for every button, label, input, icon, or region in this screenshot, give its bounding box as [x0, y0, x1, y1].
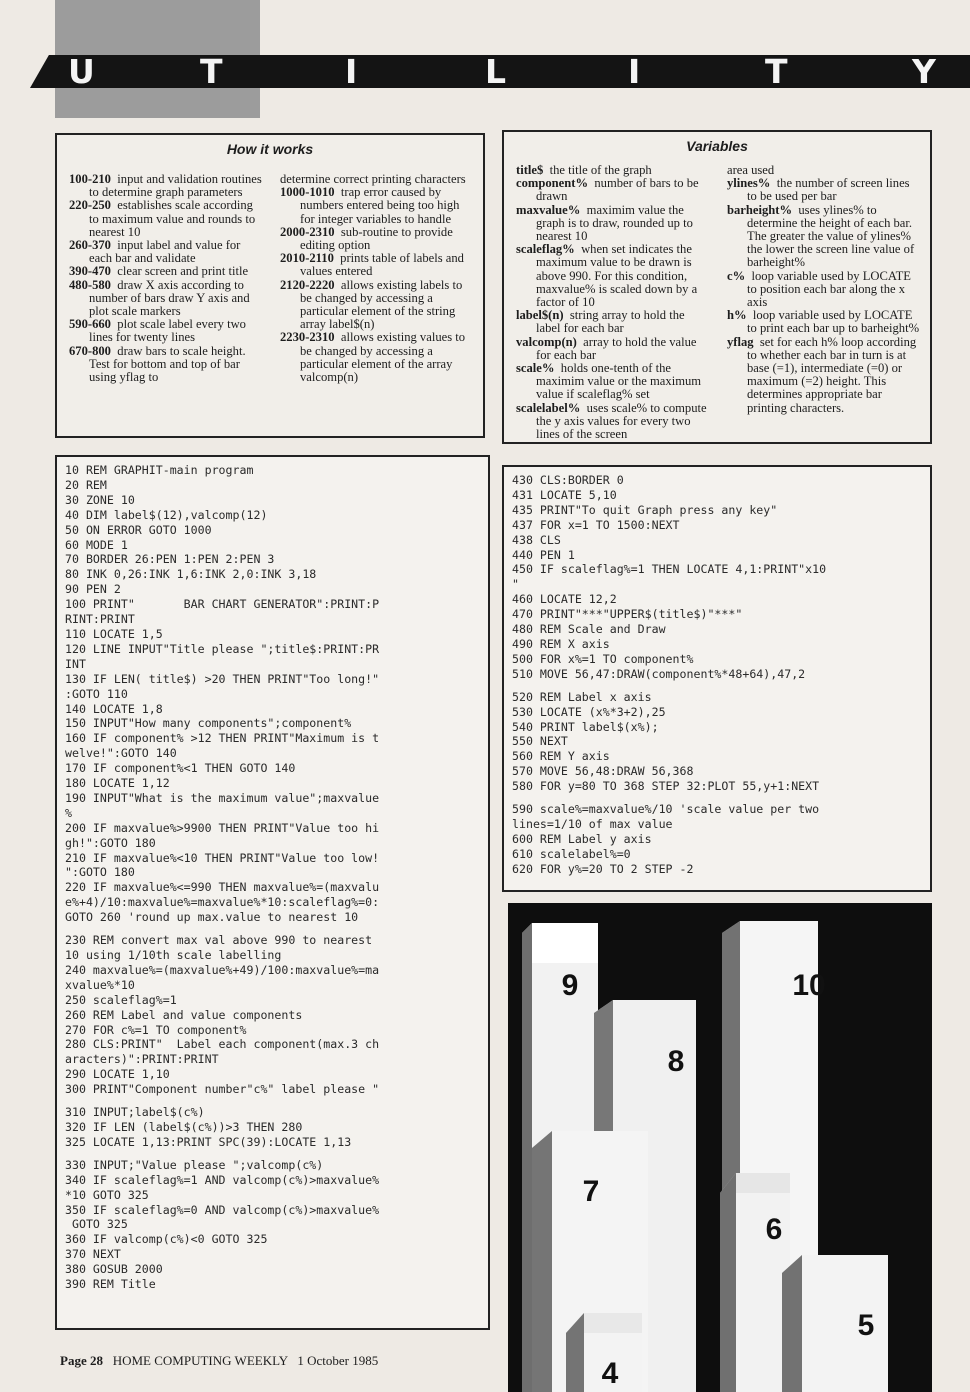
entry-description: when set indicates the maximum value to be drawn is above 990. For this condition, maxvalue% is scaled down by a factor of 10	[536, 242, 698, 310]
bar-6	[720, 1173, 790, 1392]
code-line: 20 REM	[65, 477, 107, 492]
bar-side	[782, 1255, 802, 1392]
code-line: 450 IF scaleflag%=1 THEN LOCATE 4,1:PRINT"x10	[512, 562, 827, 577]
code-line: lines=1/10 of max value	[512, 816, 673, 831]
entry-description: clear screen and print title	[117, 264, 249, 279]
entry-key: 590-660	[69, 317, 111, 332]
code-line: xvalue%*10	[65, 977, 135, 992]
entry-key: title$	[516, 163, 544, 177]
code-line: 520 REM Label x axis	[512, 689, 652, 704]
glossary-entry	[69, 199, 264, 239]
entry-key: label$(n)	[516, 308, 564, 323]
code-line: 280 CLS:PRINT" Label each component(max.3 ch	[65, 1037, 380, 1052]
entry-description: the number of screen lines to be used per bar	[747, 176, 910, 204]
code-line: 440 PEN 1	[512, 547, 575, 562]
code-line: 435 PRINT"To quit Graph press any key"	[512, 502, 778, 517]
variables-left-column	[516, 164, 711, 441]
bar-label: 8	[667, 1045, 685, 1078]
header-title-letters	[30, 52, 970, 91]
code-line: 590 scale%=maxvalue%/10 'scale value per two	[512, 802, 820, 817]
code-line: 40 DIM label$(12),valcomp(12)	[65, 507, 268, 522]
code-line: 390 REM Title	[65, 1277, 156, 1292]
entry-key: valcomp(n)	[516, 334, 577, 349]
code-line: gh!":GOTO 180	[65, 835, 156, 850]
page-number: Page 28	[60, 1353, 103, 1368]
code-line: 170 IF component%<1 THEN GOTO 140	[65, 761, 296, 776]
bar-label: 4	[601, 1357, 619, 1390]
entry-description: set for each h% loop according to whether each bar in turn is at base (=1), intermediate (=0) or maximum (=2) height. This determines appropriate bar printing characters.	[747, 334, 917, 415]
glossary-entry	[727, 177, 922, 203]
code-line: 530 LOCATE (x%*3+2),25	[512, 704, 666, 719]
bar-side	[720, 1173, 736, 1392]
code-line: 300 PRINT"Component number"c%" label please "	[65, 1082, 380, 1097]
code-line: 610 scalelabel%=0	[512, 846, 631, 861]
bar-4	[566, 1313, 642, 1392]
glossary-entry	[727, 309, 922, 335]
code-line: INT	[65, 656, 86, 671]
glossary-entry	[69, 345, 264, 385]
code-line: 580 FOR y=80 TO 368 STEP 32:PLOT 55,y+1:NEXT	[512, 779, 820, 794]
publication-name: HOME COMPUTING WEEKLY	[112, 1353, 288, 1368]
code-line: 480 REM Scale and Draw	[512, 622, 666, 637]
entry-key: scaleflag%	[516, 242, 575, 257]
entry-description: uses ylines% to determine the height of each bar. The greater the value of ylines% the lower the screen line value of barheight%	[747, 202, 915, 270]
code-line: 150 INPUT"How many components";component%	[65, 716, 352, 731]
code-line: 550 NEXT	[512, 734, 568, 749]
code-line: 380 GOSUB 2000	[65, 1262, 163, 1277]
code-line: 600 REM Label y axis	[512, 831, 652, 846]
code-line: 180 LOCATE 1,12	[65, 776, 170, 791]
glossary-entry	[280, 279, 475, 332]
code-line: 60 MODE 1	[65, 537, 128, 552]
code-line: ":GOTO 180	[65, 865, 135, 880]
code-line: 10 using 1/10th scale labelling	[65, 948, 282, 962]
entry-key: 480-580	[69, 277, 111, 292]
entry-key: h%	[727, 308, 747, 323]
code-line: 110 LOCATE 1,5	[65, 626, 163, 641]
variables-right-column	[727, 164, 922, 415]
code-line: GOTO 325	[65, 1217, 128, 1232]
code-line: 360 IF valcomp(c%)<0 GOTO 325	[65, 1232, 268, 1247]
bar-face-top	[584, 1313, 642, 1333]
entry-description: string array to hold the label for each bar	[536, 308, 685, 336]
code-line: 330 INPUT;"Value please ";valcomp(c%)	[65, 1157, 324, 1172]
glossary-entry	[280, 186, 475, 226]
glossary-entry	[516, 402, 711, 442]
glossary-entry	[280, 252, 475, 278]
bar-label: 10	[792, 969, 826, 1002]
entry-description: loop variable used by LOCATE to print each bar up to barheight%	[747, 308, 920, 336]
entry-description: draw X axis according to number of bars draw Y axis and plot scale markers	[89, 277, 250, 319]
code-line: 250 scaleflag%=1	[65, 992, 177, 1007]
code-line: 120 LINE INPUT"Title please ";title$:PRINT:PR	[65, 641, 380, 656]
entry-key: 2120-2220	[280, 277, 335, 292]
entry-key: scale%	[516, 361, 555, 376]
entry-key: scalelabel%	[516, 400, 581, 415]
entry-key: 670-800	[69, 343, 111, 358]
entry-key: c%	[727, 268, 746, 283]
entry-description: trap error caused by numbers entered being too high for integer variables to handle	[300, 185, 460, 226]
bar-5	[782, 1255, 888, 1392]
entry-description: array to hold the value for each bar	[536, 334, 697, 362]
glossary-entry	[516, 309, 711, 335]
header-letter: L	[485, 52, 507, 91]
header-letter: I	[345, 52, 358, 91]
code-line: 270 FOR c%=1 TO component%	[65, 1022, 247, 1037]
code-line: 490 REM X axis	[512, 636, 610, 651]
code-line: 10 REM GRAPHIT-main program	[65, 463, 254, 477]
entry-key: 260-370	[69, 238, 111, 253]
bar-face	[802, 1255, 888, 1392]
header-letter: U	[68, 52, 95, 91]
code-line: 500 FOR x%=1 TO component%	[512, 651, 694, 666]
entry-description: uses scale% to compute the y axis values for every two lines of the screen	[536, 400, 707, 442]
code-blank-line	[65, 1097, 488, 1105]
entry-description: prints table of labels and values entered	[300, 251, 464, 279]
glossary-entry	[69, 173, 264, 199]
code-line: 470 PRINT"***"UPPER$(title$)"***"	[512, 607, 743, 622]
code-line: 160 IF component% >12 THEN PRINT"Maximum is t	[65, 731, 380, 746]
code-line: 220 IF maxvalue%<=990 THEN maxvalue%=(maxvalu	[65, 880, 380, 895]
glossary-entry	[280, 226, 475, 252]
glossary-entry	[516, 336, 711, 362]
entry-description: determine correct printing characters	[280, 172, 466, 186]
bar-side	[532, 1131, 552, 1392]
code-line: 350 IF scaleflag%=0 AND valcomp(c%)>maxvalue%	[65, 1202, 380, 1217]
how-it-works-box	[55, 133, 485, 438]
header-letter: T	[765, 52, 788, 91]
glossary-entry	[69, 318, 264, 344]
code-blank-line	[65, 1150, 488, 1158]
code-line: RINT:PRINT	[65, 612, 135, 627]
code-line: 340 IF scaleflag%=1 AND valcomp(c%)>maxvalue%	[65, 1172, 380, 1187]
entry-description: allows existing values to be changed by accessing a particular element of the array valcomp(n)	[300, 330, 466, 385]
variables-title: Variables	[686, 138, 748, 154]
entry-description: sub-routine to provide editing option	[300, 224, 453, 253]
glossary-entry	[516, 204, 711, 244]
code-listing-right	[502, 465, 932, 892]
entry-key: yflag	[727, 334, 754, 349]
code-line: 80 INK 0,26:INK 1,6:INK 2,0:INK 3,18	[65, 567, 317, 582]
code-line: 437 FOR x=1 TO 1500:NEXT	[512, 517, 680, 532]
code-line: 570 MOVE 56,48:DRAW 56,368	[512, 764, 694, 779]
bar-chart-illustration	[508, 903, 932, 1392]
entry-description: establishes scale according to maximum value and rounds to nearest 10	[89, 198, 256, 239]
bar-face-top	[736, 1173, 790, 1193]
header-letter: Y	[912, 52, 936, 91]
code-line: 325 LOCATE 1,13:PRINT SPC(39):LOCATE 1,13	[65, 1134, 352, 1149]
code-listing-left	[55, 455, 490, 1330]
code-line: 260 REM Label and value components	[65, 1007, 303, 1022]
entry-description: maximim value the graph is to draw, rounded up to nearest 10	[536, 202, 693, 244]
code-line: 370 NEXT	[65, 1247, 121, 1262]
code-line: 30 ZONE 10	[65, 492, 135, 507]
code-line: GOTO 260 'round up max.value to nearest 10	[65, 910, 359, 925]
entry-key: 2000-2310	[280, 224, 335, 239]
entry-key: ylines%	[727, 176, 771, 191]
how-it-works-title: How it works	[226, 141, 314, 157]
code-line: 438 CLS	[512, 532, 561, 547]
code-line: 50 ON ERROR GOTO 1000	[65, 522, 212, 537]
entry-description: holds one-tenth of the maximim value or the maximum value if scaleflag% set	[536, 361, 702, 402]
bar-label: 5	[857, 1309, 875, 1342]
code-line: 620 FOR y%=20 TO 2 STEP -2	[512, 861, 694, 876]
code-line: 510 MOVE 56,47:DRAW(component%*48+64),47,2	[512, 666, 806, 681]
code-line: 70 BORDER 26:PEN 1:PEN 2:PEN 3	[65, 552, 275, 567]
glossary-entry	[69, 239, 264, 265]
entry-description: input and validation routines to determine graph parameters	[89, 172, 262, 200]
code-line: "	[512, 577, 519, 592]
header-letter: T	[200, 52, 223, 91]
entry-key: 220-250	[69, 198, 111, 213]
code-line: 560 REM Y axis	[512, 749, 610, 764]
variables-box	[502, 130, 932, 444]
entry-description: number of bars to be drawn	[536, 176, 699, 204]
code-line: aracters)":PRINT:PRINT	[65, 1052, 219, 1067]
code-line: *10 GOTO 325	[65, 1187, 149, 1202]
bar-label: 6	[765, 1213, 783, 1246]
code-line: 430 CLS:BORDER 0	[512, 473, 624, 487]
entry-description: draw bars to scale height. Test for bottom and top of bar using yflag to	[89, 343, 246, 385]
issue-date: 1 October 1985	[297, 1353, 379, 1368]
code-line: 310 INPUT;label$(c%)	[65, 1105, 205, 1120]
code-blank-line	[65, 925, 488, 933]
bar-face-top	[532, 923, 598, 963]
entry-key: 100-210	[69, 172, 111, 186]
code-line: 320 IF LEN (label$(c%))>3 THEN 280	[65, 1119, 303, 1134]
bar-label: 9	[561, 969, 579, 1002]
glossary-entry	[727, 336, 922, 415]
code-line: 460 LOCATE 12,2	[512, 592, 617, 607]
code-line: 230 REM convert max val above 990 to nearest	[65, 933, 373, 948]
entry-description: area used	[727, 163, 775, 177]
entry-key: 390-470	[69, 264, 111, 279]
entry-description: loop variable used by LOCATE to position each bar along the x axis	[747, 268, 911, 310]
glossary-entry	[516, 177, 711, 203]
entry-description: the title of the graph	[549, 163, 652, 177]
entry-key: component%	[516, 176, 589, 191]
header-letter: I	[628, 52, 641, 91]
code-line: 130 IF LEN( title$) >20 THEN PRINT"Too long!"	[65, 671, 380, 686]
code-line: %	[65, 805, 72, 820]
code-line: 190 INPUT"What is the maximum value";maxvalue	[65, 790, 380, 805]
bar-label: 7	[582, 1175, 600, 1208]
code-line: 240 maxvalue%=(maxvalue%+49)/100:maxvalue%=ma	[65, 962, 380, 977]
glossary-entry	[280, 331, 475, 384]
glossary-entry	[516, 362, 711, 402]
entry-key: 1000-1010	[280, 185, 335, 200]
glossary-entry	[516, 243, 711, 309]
code-line: welve!":GOTO 140	[65, 746, 177, 761]
page-footer	[60, 1353, 378, 1369]
code-line: 540 PRINT label$(x%);	[512, 719, 659, 734]
code-line: 210 IF maxvalue%<10 THEN PRINT"Value too low!	[65, 850, 380, 865]
how-it-works-right-column	[280, 173, 475, 384]
bar-chart-svg	[508, 903, 932, 1392]
code-line: :GOTO 110	[65, 686, 128, 701]
entry-key: 2010-2110	[280, 251, 334, 266]
code-line: 431 LOCATE 5,10	[512, 487, 617, 502]
code-blank-line	[512, 682, 930, 690]
entry-key: maxvalue%	[516, 202, 581, 217]
code-line: 100 PRINT" BAR CHART GENERATOR":PRINT:P	[65, 597, 380, 612]
entry-description: plot scale label every two lines for twenty lines	[89, 317, 246, 345]
bar-side	[522, 923, 532, 1392]
code-line: 90 PEN 2	[65, 582, 121, 597]
code-line: 140 LOCATE 1,8	[65, 701, 163, 716]
how-it-works-left-column	[69, 173, 264, 384]
glossary-entry	[69, 279, 264, 319]
entry-description: allows existing labels to be changed by accessing a particular element of the string array label$(n)	[300, 277, 463, 332]
code-blank-line	[512, 794, 930, 802]
glossary-entry	[727, 270, 922, 310]
code-line: 200 IF maxvalue%>9900 THEN PRINT"Value too hi	[65, 820, 380, 835]
glossary-entry	[727, 204, 922, 270]
code-line: e%+4)/10:maxvalue%=maxvalue%*10:scaleflag%=0:	[65, 895, 380, 910]
entry-key: barheight%	[727, 202, 793, 217]
code-line: 290 LOCATE 1,10	[65, 1067, 170, 1082]
entry-description: input label and value for each bar and validate	[89, 238, 241, 266]
entry-key: 2230-2310	[280, 330, 335, 345]
